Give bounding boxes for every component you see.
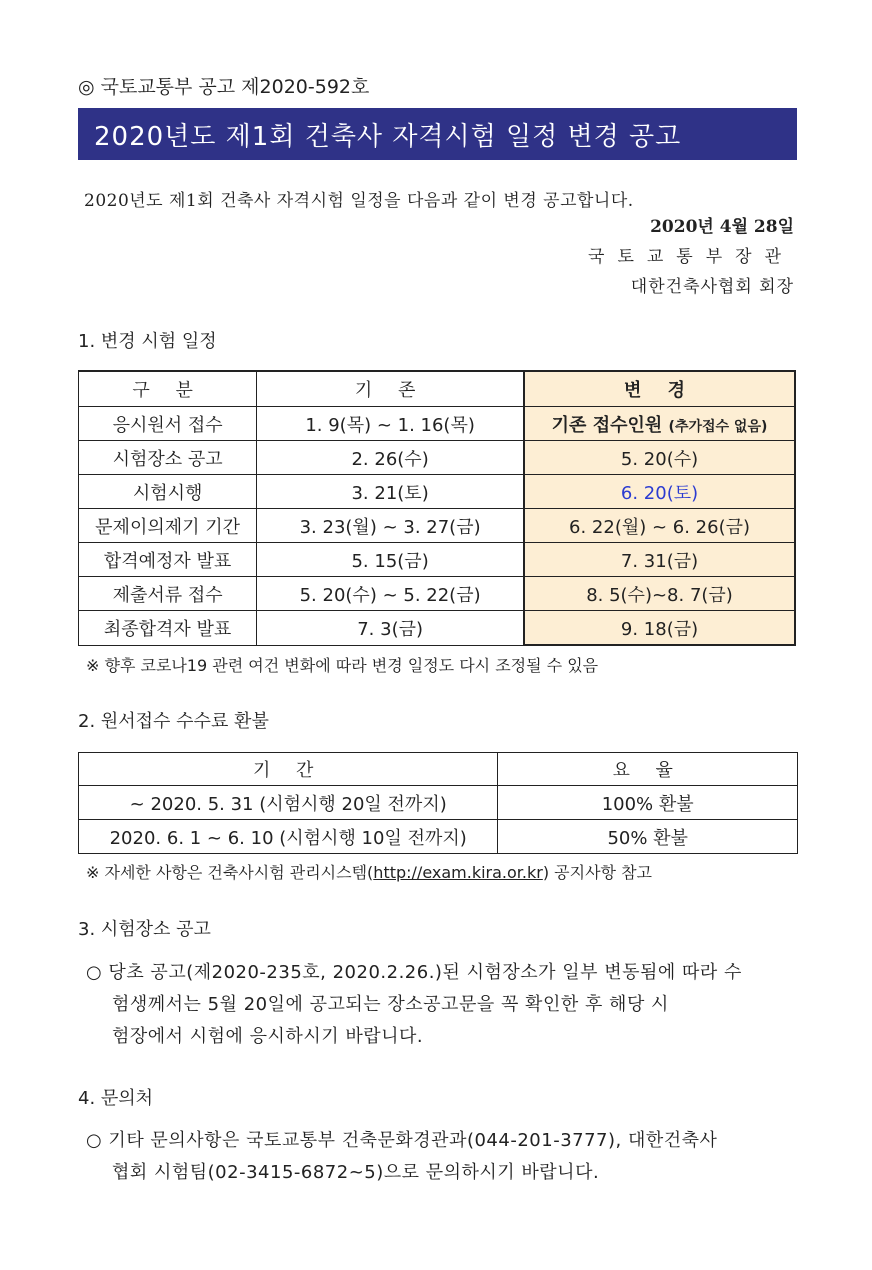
refund-note-prefix: ※ 자세한 사항은 건축사시험 관리시스템( <box>86 863 374 882</box>
row-original: 2. 26(수) <box>257 441 524 475</box>
header-rate: 요 율 <box>498 753 798 786</box>
row-period: ~ 2020. 5. 31 (시험시행 20일 전까지) <box>79 786 498 820</box>
row-changed: 7. 31(금) <box>524 543 795 577</box>
row-changed: 9. 18(금) <box>524 611 795 646</box>
section-3-line: 험장에서 시험에 응시하시기 바랍니다. <box>112 1026 424 1047</box>
signer-minister: 국토교통부장관 <box>588 247 794 267</box>
schedule-note: ※ 향후 코로나19 관련 여건 변화에 따라 변경 일정도 다시 조정될 수 있음 <box>86 656 599 675</box>
section-3-line: 험생께서는 5월 20일에 공고되는 장소공고문을 꼭 확인한 후 해당 시 <box>112 994 669 1015</box>
row-period: 2020. 6. 1 ~ 6. 10 (시험시행 10일 전까지) <box>79 820 498 854</box>
table-row <box>79 577 796 611</box>
row-item: 시험시행 <box>79 475 257 509</box>
table-row <box>79 509 796 543</box>
document-title <box>78 108 797 160</box>
header-category: 구 분 <box>79 371 257 407</box>
row-item: 최종합격자 발표 <box>79 611 257 646</box>
section-3-line: ○ 당초 공고(제2020-235호, 2020.2.26.)된 시험장소가 일부 변동됨에 따라 수 <box>86 962 742 983</box>
row-original: 1. 9(목) ~ 1. 16(목) <box>257 407 524 441</box>
row-original: 3. 23(월) ~ 3. 27(금) <box>257 509 524 543</box>
section-3-body <box>86 957 798 1053</box>
table-row <box>79 475 796 509</box>
table-row <box>79 786 798 820</box>
section-1-heading: 1. 변경 시험 일정 <box>78 331 217 352</box>
refund-note <box>86 860 652 883</box>
refund-table <box>78 752 798 854</box>
row-item: 문제이의제기 기간 <box>79 509 257 543</box>
section-4-line: 협회 시험팀(02-3415-6872~5)으로 문의하시기 바랍니다. <box>112 1162 600 1183</box>
row-changed <box>524 407 795 441</box>
row-changed: 5. 20(수) <box>524 441 795 475</box>
intro-text: 2020년도 제1회 건축사 자격시험 일정을 다음과 같이 변경 공고합니다. <box>84 191 634 211</box>
section-4-line: ○ 기타 문의사항은 국토교통부 건축문화경관과(044-201-3777), 대한건축사 <box>86 1130 718 1151</box>
document-title-text: 2020년도 제1회 건축사 자격시험 일정 변경 공고 <box>94 121 682 152</box>
header-period: 기 간 <box>79 753 498 786</box>
table-row <box>79 441 796 475</box>
schedule-table <box>78 370 796 646</box>
row-original: 5. 15(금) <box>257 543 524 577</box>
row-item: 제출서류 접수 <box>79 577 257 611</box>
exam-system-link[interactable]: http://exam.kira.or.kr <box>373 863 543 882</box>
table-row <box>79 820 798 854</box>
table-row <box>79 407 796 441</box>
row-original: 5. 20(수) ~ 5. 22(금) <box>257 577 524 611</box>
row-changed-note: (추가접수 없음) <box>668 418 768 435</box>
signer-association: 대한건축사협회 회장 <box>630 277 794 297</box>
table-row <box>79 611 796 646</box>
row-original: 7. 3(금) <box>257 611 524 646</box>
section-4-body <box>86 1125 798 1189</box>
notice-number: ◎ 국토교통부 공고 제2020-592호 <box>78 76 370 98</box>
section-3-heading: 3. 시험장소 공고 <box>78 919 211 940</box>
refund-note-suffix: ) 공지사항 참고 <box>542 863 652 882</box>
header-changed: 변 경 <box>524 371 795 407</box>
refund-header-row <box>79 753 798 786</box>
row-item: 응시원서 접수 <box>79 407 257 441</box>
row-changed: 6. 22(월) ~ 6. 26(금) <box>524 509 795 543</box>
header-original: 기 존 <box>257 371 524 407</box>
row-changed: 6. 20(토) <box>524 475 795 509</box>
announcement-date: 2020년 4월 28일 <box>650 217 794 237</box>
schedule-header-row <box>79 371 796 407</box>
section-4-heading: 4. 문의처 <box>78 1088 154 1109</box>
row-changed-main: 기존 접수인원 <box>551 414 663 436</box>
row-rate: 100% 환불 <box>498 786 798 820</box>
row-item: 합격예정자 발표 <box>79 543 257 577</box>
section-2-heading: 2. 원서접수 수수료 환불 <box>78 711 269 732</box>
row-item: 시험장소 공고 <box>79 441 257 475</box>
row-changed: 8. 5(수)~8. 7(금) <box>524 577 795 611</box>
row-rate: 50% 환불 <box>498 820 798 854</box>
row-original: 3. 21(토) <box>257 475 524 509</box>
table-row <box>79 543 796 577</box>
